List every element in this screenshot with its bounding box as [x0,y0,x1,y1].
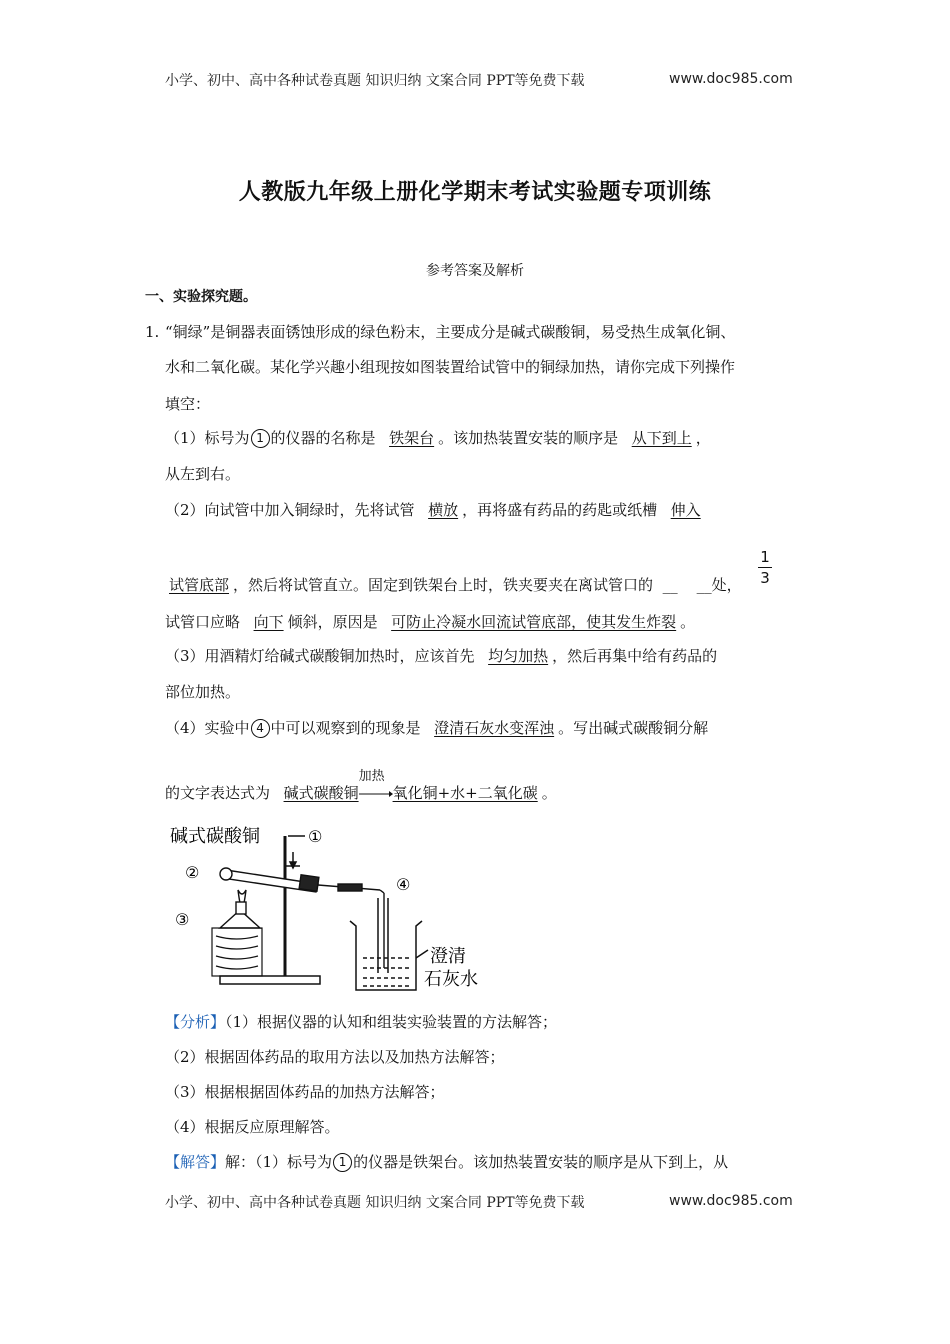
figure-label-4: ④ [396,875,411,894]
part-2-line-2: 试管底部 ，然后将试管直立。固定到铁架台上时，铁夹要夹在离试管口的 __ __处， [165,575,742,595]
answer-blank: 均匀加热 [488,647,549,665]
circled-number: 1 [251,429,270,448]
answer-blank: 澄清石灰水变浑浊 [434,719,555,737]
answer-blank: 横放 [428,501,459,519]
question-line-2: 水和二氧化碳。某化学兴趣小组现按如图装置给试管中的铜绿加热，请你完成下列操作 [165,358,736,376]
footer-text: 小学、初中、高中各种试卷真题 知识归纳 文案合同 PPT等免费下载 [165,1195,585,1211]
fraction-answer: 1 3 [758,548,772,587]
part-1-line-2: 从左到右。 [165,465,241,483]
figure-label-1: ① [308,827,323,846]
answer-tag: 【解答】 [165,1153,226,1171]
analysis-line-3: （3）根据根据固体药品的加热方法解答； [165,1083,445,1101]
wood-block [212,928,262,976]
part-3-line-2: 部位加热。 [165,683,241,701]
alcohol-lamp [220,890,260,928]
equation-products: 氧化铜+水+二氧化碳 [392,784,538,802]
part-2-line-1: （2）向试管中加入铜绿时，先将试管 横放 ，再将盛有药品的药匙或纸槽 伸入 [165,500,705,520]
apparatus-figure [160,818,490,998]
footer-url[interactable]: www.doc985.com [669,1193,793,1209]
circled-number: 1 [333,1153,352,1172]
answer-blank: 向下 [253,613,284,631]
document-subtitle: 参考答案及解析 [426,263,524,279]
answer-blank: 试管底部 [169,576,230,594]
figure-label-water-2: 石灰水 [424,969,478,990]
question-line-3: 填空： [165,395,211,413]
answer-blank: 从下到上 [631,429,692,447]
analysis-line-2: （2）根据固体药品的取用方法以及加热方法解答； [165,1048,505,1066]
answer-blank: 伸入 [670,501,701,519]
question-line-1: “铜绿”是铜器表面锈蚀形成的绿色粉末，主要成分是碱式碳酸铜，易受热生成氧化铜、 [165,323,736,341]
part-4-line-1: （4）实验中 4 中可以观察到的现象是 澄清石灰水变浑浊 。写出碱式碳酸铜分解 [165,719,709,737]
figure-label-top: 碱式碳酸铜 [170,826,260,847]
figure-label-2: ② [185,863,200,882]
question-number: 1. [145,323,160,341]
reaction-arrow: 加热 [359,783,393,803]
analysis-line-1: 【分析】（1）根据仪器的认知和组装实验装置的方法解答； [165,1013,558,1031]
figure-label-water-1: 澄清 [430,946,466,967]
header-url[interactable]: www.doc985.com [669,71,793,87]
iron-stand [220,836,320,984]
analysis-line-4: （4）根据反应原理解答。 [165,1118,340,1136]
equation-reactant: 碱式碳酸铜 [283,784,359,802]
part-3-line-1: （3）用酒精灯给碱式碳酸铜加热时，应该首先 均匀加热 ，然后再集中给有药品的 [165,647,718,665]
analysis-tag: 【分析】 [165,1013,226,1031]
beaker [350,898,428,990]
circled-number: 4 [251,719,270,738]
section-heading: 一、实验探究题。 [145,289,257,305]
part-1-line: （1）标号为 1 的仪器的名称是 铁架台 。该加热装置安装的顺序是 从下到上 ， [165,429,711,447]
document-title: 人教版九年级上册化学期末考试实验题专项训练 [238,180,712,205]
answer-blank: 可防止冷凝水回流试管底部，使其发生炸裂 [391,613,677,631]
part-4-line-2: 的文字表达式为 碱式碳酸铜 加热 氧化铜+水+二氧化碳 。 [165,769,557,802]
answer-blank: 铁架台 [389,429,435,447]
answer-line-1: 【解答】解：（1）标号为 1 的仪器是铁架台。该加热装置安装的顺序是从下到上，从 [165,1153,729,1171]
header-text: 小学、初中、高中各种试卷真题 知识归纳 文案合同 PPT等免费下载 [165,73,585,89]
figure-label-3: ③ [175,910,190,929]
part-2-line-3: 试管口应略 向下 倾斜，原因是 可防止冷凝水回流试管底部，使其发生炸裂 。 [165,613,696,631]
arrow-icon [359,789,393,799]
